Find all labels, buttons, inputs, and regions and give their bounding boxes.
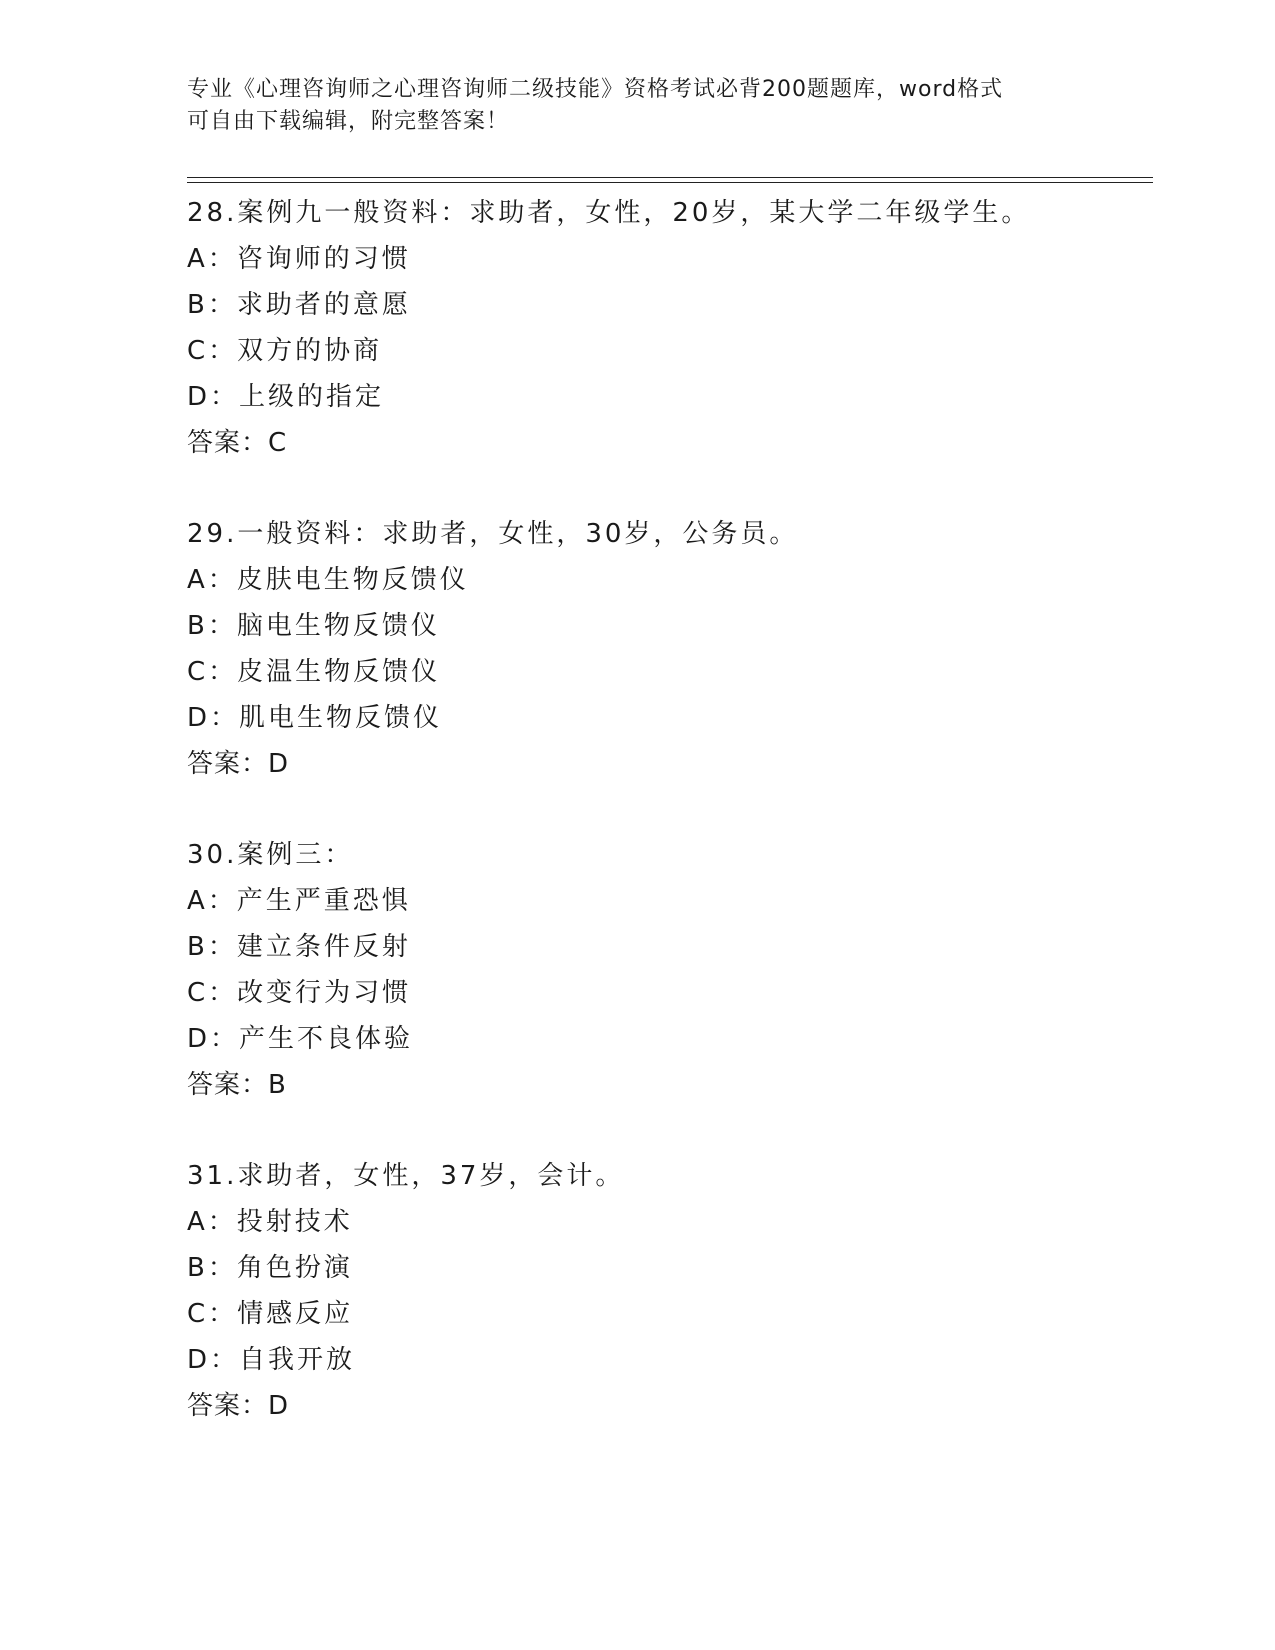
- answer-label: 答案：D: [187, 1391, 290, 1421]
- option-b: B：求助者的意愿: [187, 290, 411, 320]
- option-c: C：改变行为习惯: [187, 978, 412, 1008]
- question-stem: 31.求助者，女性，37岁，会计。: [187, 1161, 625, 1191]
- option-a: A：产生严重恐惧: [187, 886, 411, 916]
- option-b: B：建立条件反射: [187, 932, 411, 962]
- option-d: D：产生不良体验: [187, 1024, 414, 1054]
- header-divider-bottom: [187, 182, 1153, 183]
- option-c: C：皮温生物反馈仪: [187, 657, 441, 687]
- option-a: A：咨询师的习惯: [187, 244, 411, 274]
- question-list: [187, 190, 1147, 1474]
- answer-label: 答案：C: [187, 428, 288, 458]
- answer-label: 答案：B: [187, 1070, 287, 1100]
- question-29: [187, 511, 1147, 787]
- option-d: D：自我开放: [187, 1345, 356, 1375]
- question-30: [187, 832, 1147, 1108]
- question-28: [187, 190, 1147, 466]
- option-b: B：脑电生物反馈仪: [187, 611, 440, 641]
- header-line-1: 专业《心理咨询师之心理咨询师二级技能》资格考试必背200题题库，word格式: [187, 77, 1004, 102]
- header-line-2: 可自由下载编辑，附完整答案！: [187, 109, 510, 134]
- option-d: D：肌电生物反馈仪: [187, 703, 443, 733]
- question-stem: 29.一般资料：求助者，女性，30岁，公务员。: [187, 519, 799, 549]
- option-d: D：上级的指定: [187, 382, 385, 412]
- question-stem: 30.案例三：: [187, 840, 354, 870]
- answer-label: 答案：D: [187, 749, 290, 779]
- option-c: C：双方的协商: [187, 336, 383, 366]
- question-31: [187, 1153, 1147, 1429]
- option-a: A：皮肤电生物反馈仪: [187, 565, 469, 595]
- option-a: A：投射技术: [187, 1207, 353, 1237]
- option-c: C：情感反应: [187, 1299, 354, 1329]
- header-divider-top: [187, 177, 1153, 178]
- question-stem: 28.案例九一般资料：求助者，女性，20岁，某大学二年级学生。: [187, 198, 1031, 228]
- option-b: B：角色扮演: [187, 1253, 353, 1283]
- document-header: [187, 74, 1087, 138]
